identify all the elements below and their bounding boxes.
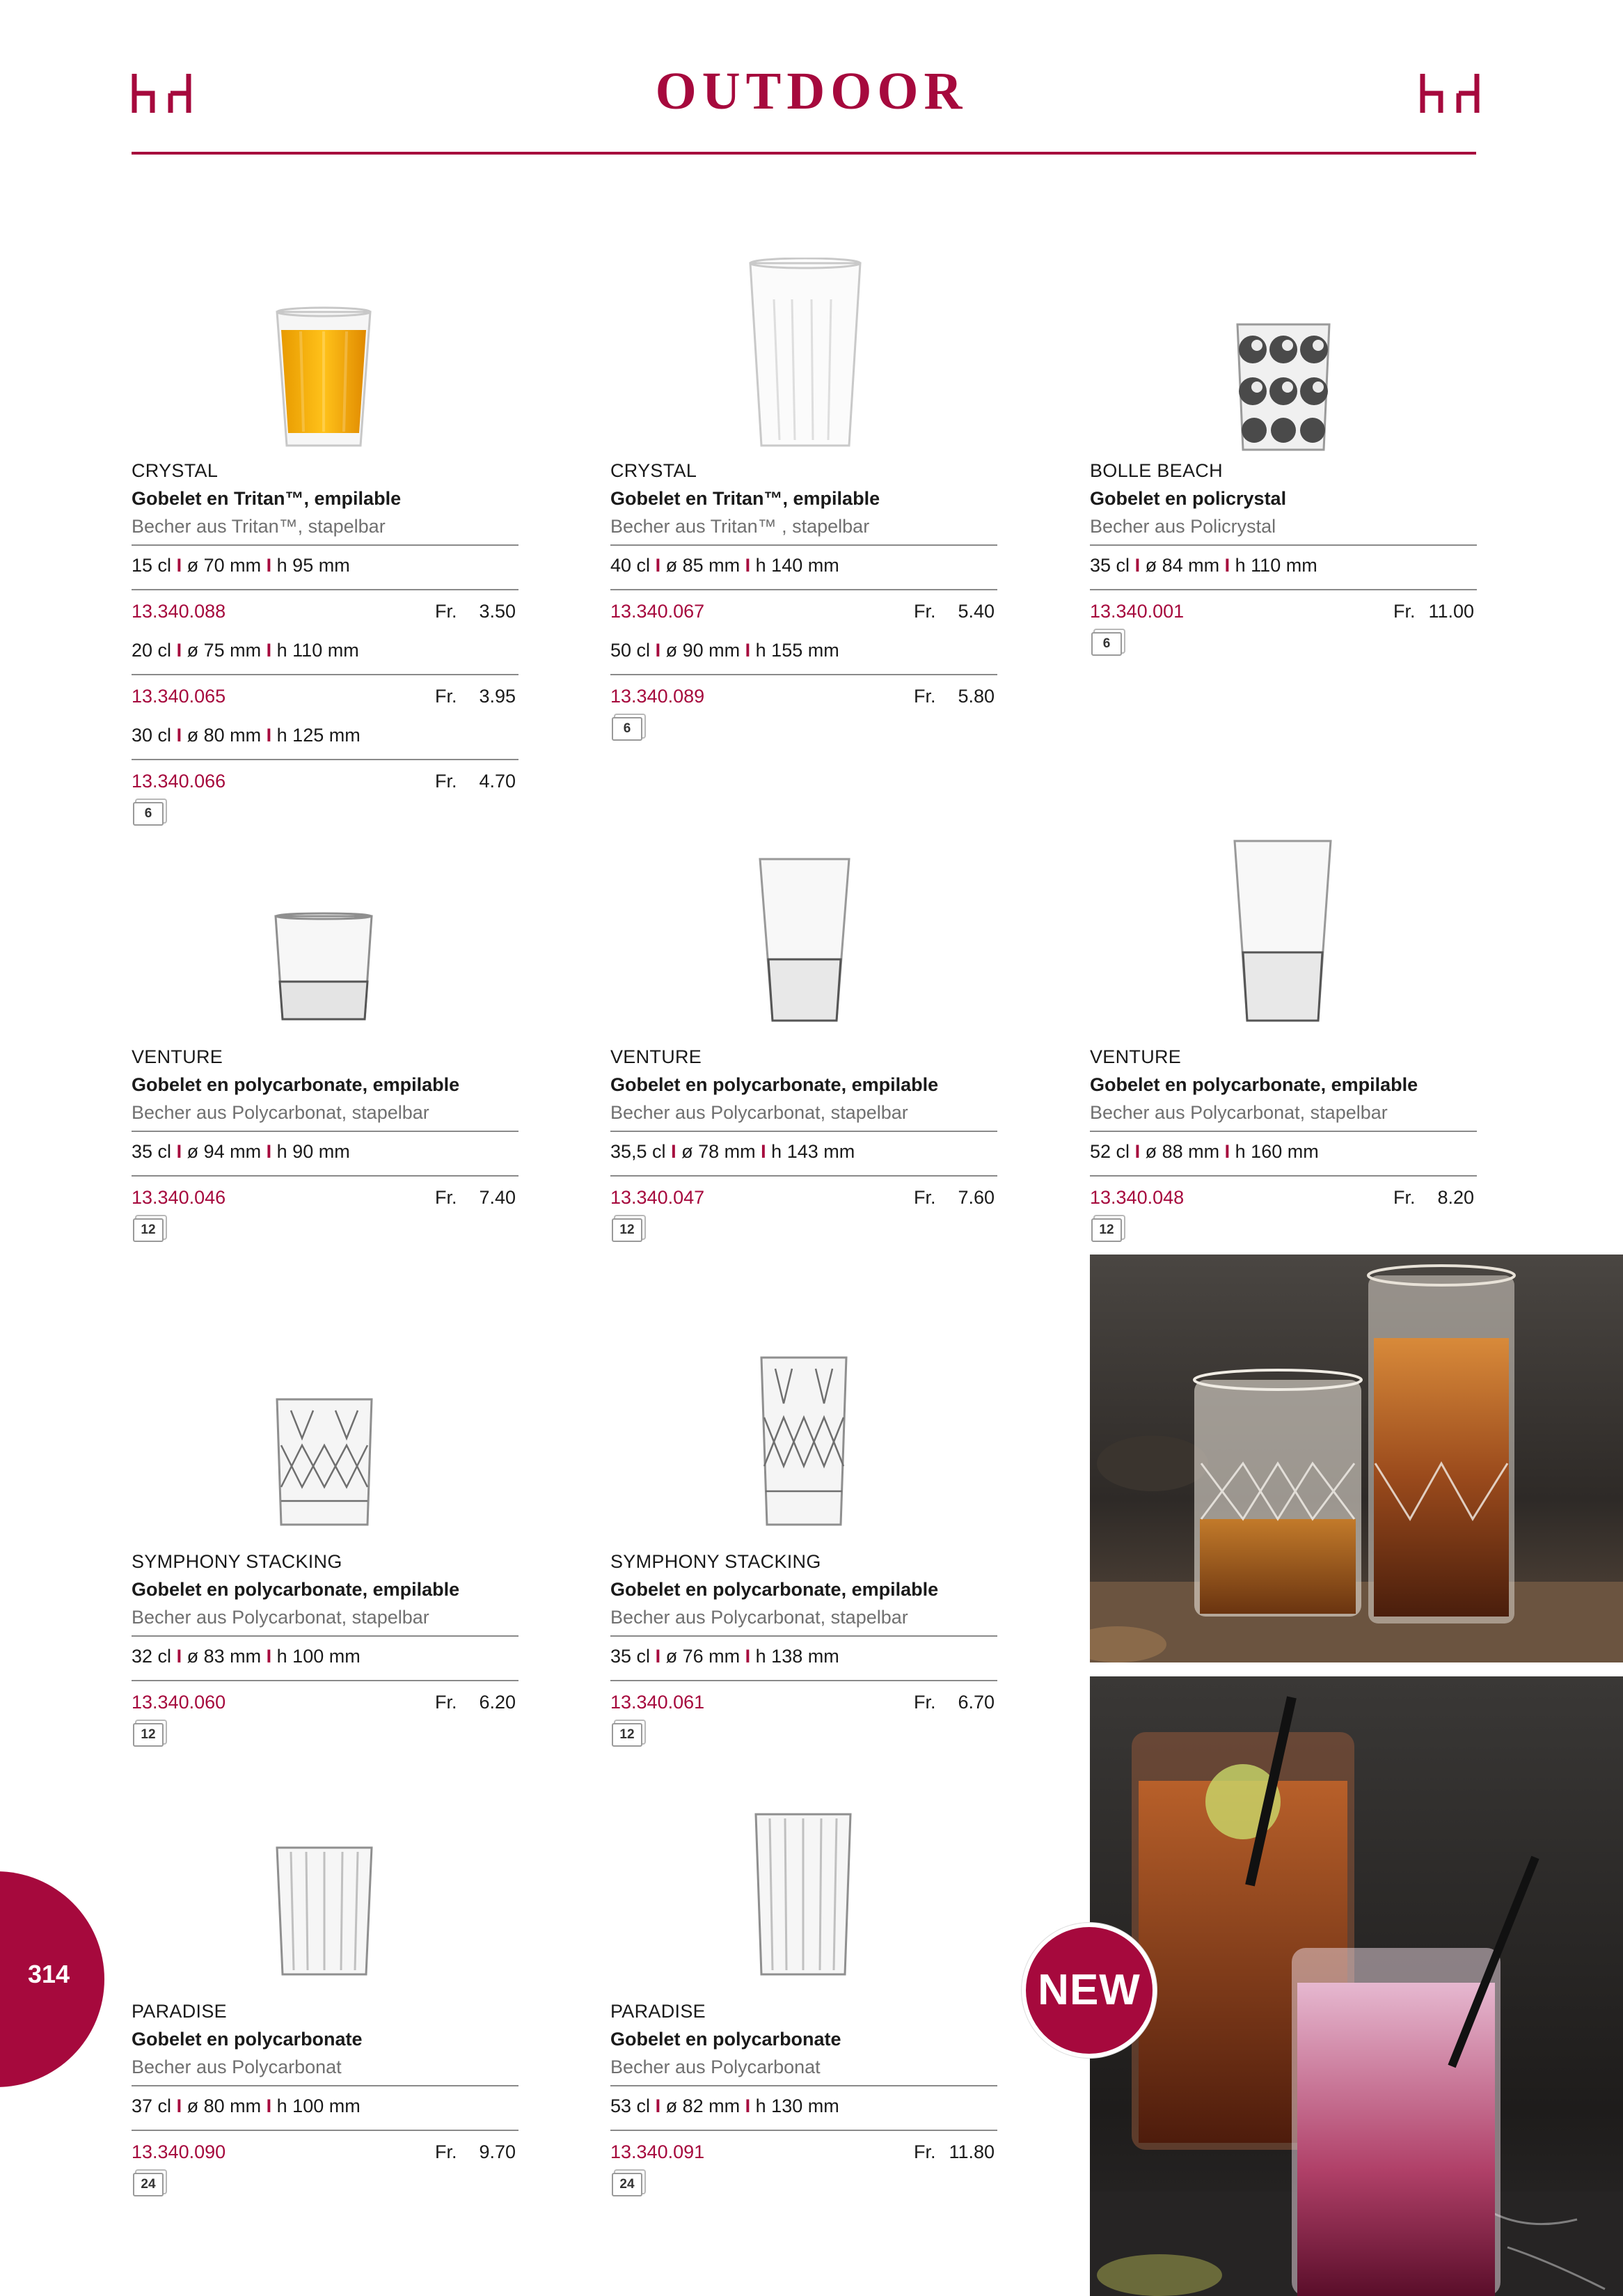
pack-quantity-icon: 12 — [612, 1218, 642, 1242]
variant-row: 13.340.066 Fr. 4.70 — [132, 760, 518, 801]
product-crystal-tall — [610, 457, 997, 741]
product-title-fr: Gobelet en polycarbonate, empilable — [132, 1579, 460, 1600]
pack-quantity-icon: 24 — [133, 2173, 164, 2196]
variant-row: 13.340.067 Fr. 5.40 — [610, 590, 997, 631]
crystal-tall-glass-image — [746, 258, 864, 453]
price: 4.70 — [479, 771, 516, 792]
venture-35-glass-image — [273, 912, 374, 1023]
price: 3.95 — [479, 686, 516, 707]
variant-spec: 30 cl I ø 80 mm I h 125 mm — [132, 725, 361, 746]
item-code: 13.340.089 — [610, 686, 705, 707]
product-symphony-35 — [610, 1548, 997, 1747]
variant-row: 13.340.046 Fr. 7.40 — [132, 1177, 518, 1217]
variant-row: 13.340.065 Fr. 3.95 — [132, 675, 518, 716]
item-code: 13.340.048 — [1090, 1187, 1185, 1208]
venture-355-glass-image — [757, 856, 852, 1023]
product-name: VENTURE — [1090, 1046, 1182, 1067]
price: 11.80 — [949, 2141, 995, 2162]
price: 9.70 — [479, 2141, 516, 2162]
bolle-beach-glass-image — [1233, 322, 1333, 453]
symphony-32-glass-image — [274, 1397, 374, 1527]
variant-spec: 20 cl I ø 75 mm I h 110 mm — [132, 640, 359, 661]
product-name: SYMPHONY STACKING — [132, 1551, 342, 1572]
product-paradise-53 — [610, 1997, 997, 2196]
variant-row: 13.340.089 Fr. 5.80 — [610, 675, 997, 716]
variant-spec: 52 cl I ø 88 mm I h 160 mm — [1090, 1141, 1319, 1162]
symphony-lifestyle-photo — [1090, 1255, 1623, 1662]
pack-quantity-icon: 6 — [133, 802, 164, 826]
price: 11.00 — [1428, 601, 1474, 622]
price: 8.20 — [1437, 1187, 1474, 1208]
crystal-small-glass-image — [273, 306, 374, 453]
product-title-fr: Gobelet en policrystal — [1090, 488, 1287, 509]
product-title-de: Becher aus Polycarbonat, stapelbar — [132, 1607, 429, 1628]
product-title-de: Becher aus Tritan™, stapelbar — [132, 516, 386, 537]
product-title-de: Becher aus Polycarbonat, stapelbar — [132, 1102, 429, 1123]
product-title-de: Becher aus Polycarbonat, stapelbar — [1090, 1102, 1388, 1123]
variant-spec: 35 cl I ø 94 mm I h 90 mm — [132, 1141, 350, 1162]
product-title-de: Becher aus Polycarbonat, stapelbar — [610, 1607, 908, 1628]
page-number: 314 — [28, 1960, 70, 1988]
item-code: 13.340.066 — [132, 771, 226, 792]
product-title-de: Becher aus Polycarbonat — [132, 2057, 342, 2077]
product-name: SYMPHONY STACKING — [610, 1551, 821, 1572]
item-code: 13.340.001 — [1090, 601, 1185, 622]
product-paradise-37 — [132, 1997, 518, 2196]
product-name: PARADISE — [610, 2001, 706, 2022]
paradise-lifestyle-photo — [1090, 1676, 1623, 2296]
variant-spec: 35 cl I ø 76 mm I h 138 mm — [610, 1646, 839, 1667]
product-title-fr: Gobelet en Tritan™, empilable — [610, 488, 880, 509]
paradise-53-glass-image — [753, 1811, 853, 1977]
product-name: VENTURE — [132, 1046, 223, 1067]
variant-spec: 15 cl I ø 70 mm I h 95 mm — [132, 555, 350, 576]
item-code: 13.340.060 — [132, 1692, 226, 1713]
product-title-fr: Gobelet en polycarbonate, empilable — [132, 1074, 460, 1095]
product-name: VENTURE — [610, 1046, 702, 1067]
product-title-de: Becher aus Polycarbonat, stapelbar — [610, 1102, 908, 1123]
product-bolle-beach — [1090, 457, 1477, 656]
product-title-fr: Gobelet en Tritan™, empilable — [132, 488, 402, 509]
product-title-fr: Gobelet en polycarbonate, empilable — [610, 1074, 939, 1095]
item-code: 13.340.091 — [610, 2141, 705, 2162]
brand-logo-right — [1420, 72, 1480, 114]
product-symphony-32 — [132, 1548, 518, 1747]
paradise-37-glass-image — [274, 1845, 374, 1977]
variant-row: 13.340.091 Fr. 11.80 — [610, 2131, 997, 2171]
product-title-fr: Gobelet en polycarbonate, empilable — [1090, 1074, 1418, 1095]
pack-quantity-icon: 12 — [612, 1723, 642, 1747]
page-title: OUTDOOR — [655, 62, 968, 120]
item-code: 13.340.065 — [132, 686, 226, 707]
header-divider — [132, 152, 1476, 155]
item-code: 13.340.067 — [610, 601, 705, 622]
price: 5.80 — [958, 686, 995, 707]
variant-spec: 37 cl I ø 80 mm I h 100 mm — [132, 2096, 361, 2116]
variant-row: 13.340.047 Fr. 7.60 — [610, 1177, 997, 1217]
price: 5.40 — [958, 601, 995, 622]
item-code: 13.340.046 — [132, 1187, 226, 1208]
product-crystal-small — [132, 457, 518, 826]
variant-row: 13.340.061 Fr. 6.70 — [610, 1681, 997, 1722]
price: 6.20 — [479, 1692, 516, 1713]
variant-row: 13.340.060 Fr. 6.20 — [132, 1681, 518, 1722]
product-title-de: Becher aus Polycarbonat — [610, 2057, 821, 2077]
product-title-de: Becher aus Tritan™ , stapelbar — [610, 516, 870, 537]
price: 7.40 — [479, 1187, 516, 1208]
variant-row: 13.340.001 Fr. 11.00 — [1090, 590, 1477, 631]
variant-row: 13.340.090 Fr. 9.70 — [132, 2131, 518, 2171]
pack-quantity-icon: 12 — [1091, 1218, 1122, 1242]
variant-row: 13.340.088 Fr. 3.50 — [132, 590, 518, 631]
price: 7.60 — [958, 1187, 995, 1208]
variant-spec: 35 cl I ø 84 mm I h 110 mm — [1090, 555, 1317, 576]
product-venture-355 — [610, 1043, 997, 1242]
product-name: BOLLE BEACH — [1090, 460, 1223, 481]
product-name: CRYSTAL — [610, 460, 697, 481]
venture-52-glass-image — [1232, 838, 1333, 1023]
item-code: 13.340.047 — [610, 1187, 705, 1208]
variant-spec: 53 cl I ø 82 mm I h 130 mm — [610, 2096, 839, 2116]
item-code: 13.340.088 — [132, 601, 226, 622]
variant-spec: 50 cl I ø 90 mm I h 155 mm — [610, 640, 839, 661]
product-name: CRYSTAL — [132, 460, 219, 481]
pack-quantity-icon: 12 — [133, 1218, 164, 1242]
pack-quantity-icon: 6 — [612, 717, 642, 741]
pack-quantity-icon: 12 — [133, 1723, 164, 1747]
item-code: 13.340.061 — [610, 1692, 705, 1713]
variant-spec: 40 cl I ø 85 mm I h 140 mm — [610, 555, 839, 576]
pack-quantity-icon: 24 — [612, 2173, 642, 2196]
product-name: PARADISE — [132, 2001, 227, 2022]
product-venture-35 — [132, 1043, 518, 1242]
variant-spec: 32 cl I ø 83 mm I h 100 mm — [132, 1646, 361, 1667]
variant-spec: 35,5 cl I ø 78 mm I h 143 mm — [610, 1141, 855, 1162]
symphony-35-glass-image — [759, 1355, 849, 1527]
product-title-fr: Gobelet en polycarbonate, empilable — [610, 1579, 939, 1600]
product-title-fr: Gobelet en polycarbonate — [132, 2029, 363, 2050]
product-venture-52 — [1090, 1043, 1477, 1242]
variant-row: 13.340.048 Fr. 8.20 — [1090, 1177, 1477, 1217]
item-code: 13.340.090 — [132, 2141, 226, 2162]
product-title-fr: Gobelet en polycarbonate — [610, 2029, 841, 2050]
product-title-de: Becher aus Policrystal — [1090, 516, 1276, 537]
new-badge: NEW — [1022, 1923, 1157, 2058]
pack-quantity-icon: 6 — [1091, 632, 1122, 656]
price: 3.50 — [479, 601, 516, 622]
price: 6.70 — [958, 1692, 995, 1713]
